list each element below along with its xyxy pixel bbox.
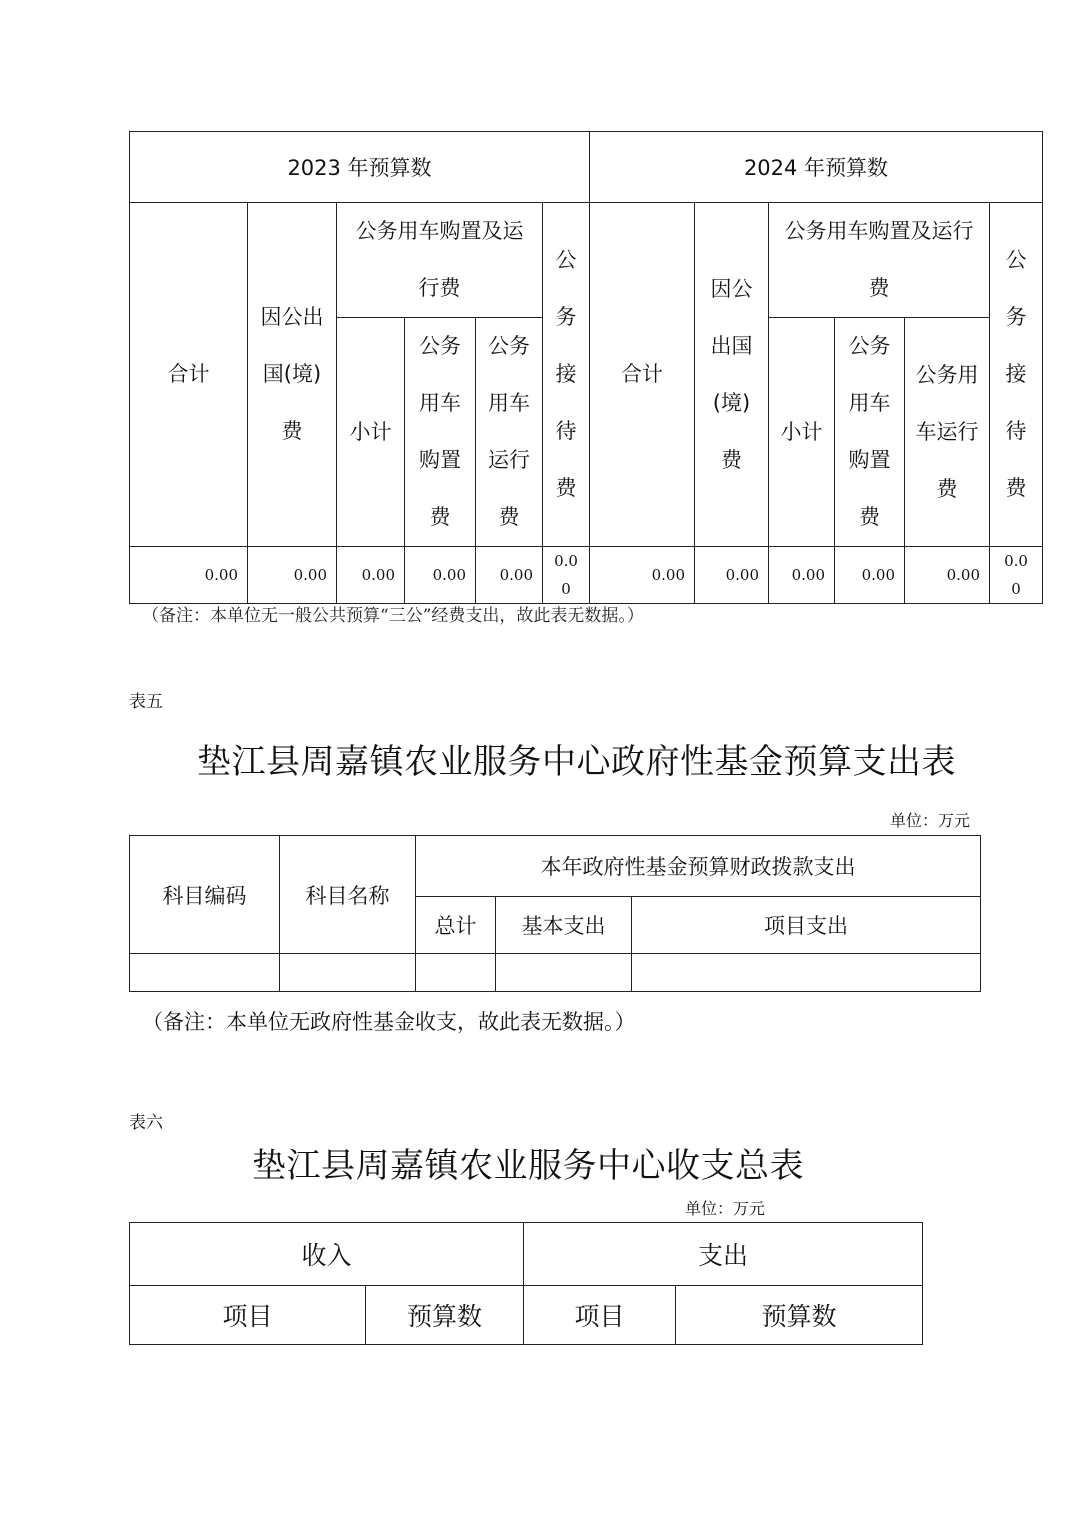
- value-cell: 0.00: [695, 547, 769, 604]
- car-operation-2023-header: [476, 318, 543, 547]
- reception-2023-value: [543, 547, 590, 604]
- header-line: 费: [936, 476, 958, 501]
- table5-note: （备注：本单位无政府性基金收支，故此表无数据。）: [142, 1010, 636, 1034]
- header-line: 合计: [621, 362, 663, 386]
- header-line: 务: [1005, 305, 1027, 329]
- header-line: (境): [712, 390, 751, 415]
- value-cell: 0.00: [769, 547, 835, 604]
- table5-title: 垫江县周嘉镇农业服务中心政府性基金预算支出表: [197, 742, 956, 782]
- header-line: 公务用车购置及运行: [784, 219, 974, 243]
- expense-item-header: 项目: [524, 1286, 676, 1345]
- table4-note: （备注：本单位无一般公共预算“三公”经费支出，故此表无数据。）: [142, 606, 644, 626]
- empty-cell: [496, 954, 632, 992]
- value-line: 0.0: [554, 552, 578, 570]
- header-line: 接: [1005, 362, 1027, 386]
- header-line: 务: [555, 305, 577, 329]
- header-line: 用车: [488, 391, 530, 415]
- year-2024-header: 2024 年预算数: [590, 132, 1043, 203]
- car-purchase-2024-header: [835, 318, 905, 547]
- header-line: 小计: [780, 419, 823, 444]
- header-line: 费: [859, 505, 880, 529]
- table5-unit: 单位：万元: [890, 811, 971, 830]
- header-line: 合计: [167, 362, 210, 386]
- value-cell: 0.00: [337, 547, 405, 604]
- header-line: 公务: [419, 334, 461, 358]
- value-cell: 0.00: [405, 547, 476, 604]
- header-line: 费: [868, 276, 890, 300]
- car-group-2023-header: [337, 203, 543, 318]
- table5-label: 表五: [129, 692, 163, 712]
- header-line: 因公出: [260, 305, 324, 329]
- header-line: 公: [555, 248, 577, 272]
- fund-group-header: 本年政府性基金预算财政拨款支出: [416, 836, 981, 897]
- subtotal-2023-header: [337, 318, 405, 547]
- value-cell: 0.00: [590, 547, 695, 604]
- empty-cell: [130, 954, 280, 992]
- header-line: 购置: [848, 448, 891, 472]
- header-line: 费: [498, 505, 520, 529]
- table6-title: 垫江县周嘉镇农业服务中心收支总表: [252, 1146, 804, 1186]
- header-line: 公: [1005, 248, 1027, 272]
- car-group-2024-header: [769, 203, 990, 318]
- income-budget-header: 预算数: [366, 1286, 524, 1345]
- reception-2024-value: [990, 547, 1043, 604]
- value-line: 0: [1011, 580, 1021, 598]
- three-public-expense-table: [129, 131, 1043, 604]
- header-line: 待: [555, 419, 577, 443]
- header-line: 行费: [418, 276, 461, 300]
- header-line: 公务用: [915, 362, 979, 387]
- header-line: 运行: [488, 448, 530, 472]
- value-line: 0.0: [1004, 552, 1028, 570]
- income-expense-summary-table: [129, 1222, 923, 1345]
- header-line: 费: [555, 476, 577, 500]
- basic-expense-header: 基本支出: [496, 897, 632, 954]
- header-line: 待: [1005, 419, 1027, 443]
- reception-2024-header: [990, 203, 1043, 547]
- header-line: 费: [281, 419, 303, 443]
- year-2023-header: 2023 年预算数: [130, 132, 590, 203]
- value-cell: 0.00: [476, 547, 543, 604]
- table6-label: 表六: [129, 1113, 163, 1133]
- empty-cell: [280, 954, 416, 992]
- abroad-2024-header: [695, 203, 769, 547]
- income-item-header: 项目: [130, 1286, 366, 1345]
- value-cell: 0.00: [835, 547, 905, 604]
- value-cell: 0.00: [905, 547, 990, 604]
- value-cell: 0.00: [248, 547, 337, 604]
- expense-budget-header: 预算数: [676, 1286, 923, 1345]
- total-header: 总计: [416, 897, 496, 954]
- header-line: 购置: [419, 448, 461, 472]
- empty-cell: [416, 954, 496, 992]
- abroad-2023-header: [248, 203, 337, 547]
- header-line: 用车: [419, 391, 461, 415]
- reception-2023-header: [543, 203, 590, 547]
- header-line: 接: [555, 362, 577, 386]
- header-line: 费: [1005, 476, 1027, 500]
- value-cell: 0.00: [130, 547, 248, 604]
- header-line: 公务: [488, 334, 530, 358]
- header-line: 出国: [710, 333, 753, 358]
- empty-cell: [632, 954, 981, 992]
- income-header: 收入: [130, 1223, 524, 1286]
- subject-code-header: 科目编码: [130, 836, 280, 954]
- header-line: 用车: [848, 391, 891, 415]
- header-line: 小计: [349, 419, 392, 444]
- subject-name-header: 科目名称: [280, 836, 416, 954]
- header-line: 费: [429, 505, 451, 529]
- car-operation-2024-header: [905, 318, 990, 547]
- header-line: 公务用车购置及运: [355, 219, 524, 243]
- table6-unit: 单位：万元: [685, 1199, 766, 1218]
- header-line: 车运行: [915, 419, 979, 444]
- car-purchase-2023-header: [405, 318, 476, 547]
- header-line: 国(境): [262, 362, 322, 386]
- header-line: 公务: [848, 334, 891, 358]
- header-line: 费: [721, 447, 742, 472]
- subtotal-2024-header: [769, 318, 835, 547]
- value-line: 0: [561, 580, 571, 598]
- total-2023-header: [130, 203, 248, 547]
- header-line: 因公: [710, 276, 753, 301]
- fund-budget-table: [129, 835, 981, 992]
- total-2024-header: [590, 203, 695, 547]
- expense-header: 支出: [524, 1223, 923, 1286]
- project-expense-header: 项目支出: [632, 897, 981, 954]
